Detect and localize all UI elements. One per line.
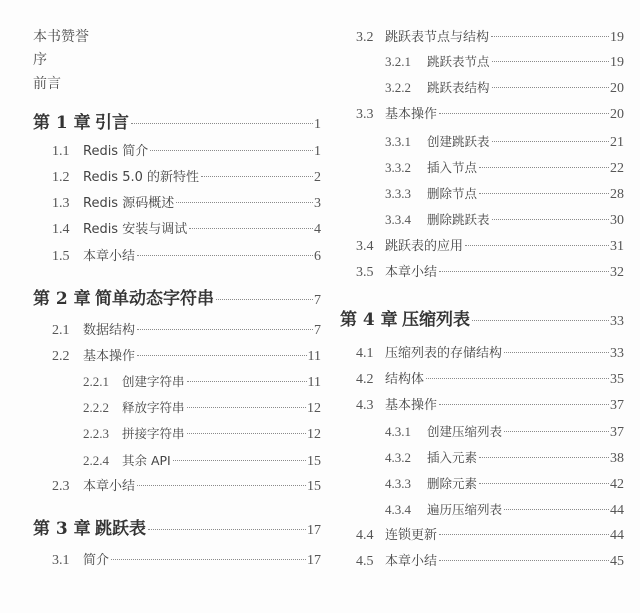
entry-title: 压缩列表 [402, 310, 470, 330]
toc-entry-subsection[interactable] [83, 451, 321, 471]
entry-title: 删除跳跃表 [427, 212, 490, 227]
entry-page: 12 [307, 427, 321, 442]
toc-entry-chapter-3[interactable] [33, 519, 321, 539]
entry-number: 2.2.3 [83, 426, 109, 441]
entry-title: 简单动态字符串 [95, 289, 214, 309]
toc-entry-section[interactable] [52, 477, 321, 497]
dot-leader [439, 560, 609, 561]
entry-title: 创建跳跃表 [427, 134, 490, 149]
toc-entry-section[interactable] [52, 347, 321, 367]
entry-title: 本章小结 [83, 479, 136, 494]
dot-leader [504, 509, 609, 510]
dot-leader [137, 485, 306, 486]
toc-entry-section[interactable] [356, 526, 624, 546]
entry-page: 37 [610, 425, 624, 440]
entry-title: 释放字符串 [122, 400, 185, 415]
entry-number: 2.3 [52, 479, 70, 494]
entry-number: 3.3 [356, 107, 374, 122]
toc-entry-section[interactable] [356, 263, 624, 283]
entry-page: 17 [307, 523, 321, 538]
entry-number: 4.1 [356, 346, 374, 361]
entry-number: 4.4 [356, 528, 374, 543]
toc-entry-subsection[interactable] [385, 132, 624, 152]
dot-leader [176, 202, 313, 203]
entry-page: 17 [307, 553, 321, 568]
toc-entry-section[interactable] [52, 168, 321, 188]
entry-page: 20 [610, 107, 624, 122]
entry-title: 数据结构 [83, 323, 136, 338]
toc-entry-subsection[interactable] [83, 372, 321, 392]
entry-number: 4.3.3 [385, 476, 411, 491]
entry-title: 引言 [95, 113, 129, 133]
dot-leader [216, 299, 313, 300]
dot-leader [189, 228, 313, 229]
entry-page: 33 [610, 314, 624, 329]
toc-entry-chapter-1[interactable] [33, 113, 321, 133]
dot-leader [439, 404, 609, 405]
entry-number: 1.3 [52, 196, 70, 211]
entry-page: 12 [307, 401, 321, 416]
entry-title: 连锁更新 [385, 528, 438, 543]
entry-number: 3.2.1 [385, 54, 411, 69]
entry-title: 创建压缩列表 [427, 424, 503, 439]
entry-page: 11 [307, 349, 321, 364]
entry-page: 15 [307, 479, 321, 494]
toc-entry-subsection[interactable] [385, 184, 624, 204]
dot-leader [137, 355, 307, 356]
entry-number: 1.2 [52, 170, 70, 185]
entry-number: 3.3.2 [385, 160, 411, 175]
entry-number: 2.2 [52, 349, 70, 364]
toc-entry-subsection[interactable] [83, 398, 321, 418]
toc-entry-subsection[interactable] [385, 474, 624, 494]
entry-title: 插入元素 [427, 450, 478, 465]
entry-page: 42 [610, 477, 624, 492]
toc-entry-subsection[interactable] [385, 500, 624, 520]
toc-entry-subsection[interactable] [385, 210, 624, 230]
entry-title: 本章小结 [385, 554, 438, 569]
toc-entry-section[interactable] [356, 344, 624, 364]
entry-title: 跳跃表 [95, 519, 146, 539]
entry-page: 19 [610, 30, 624, 45]
front-matter-praise: 本书赞誉 [33, 29, 89, 45]
dot-leader [137, 329, 313, 330]
entry-title: 基本操作 [385, 107, 438, 122]
toc-entry-subsection[interactable] [385, 448, 624, 468]
dot-leader [187, 381, 307, 382]
toc-entry-section[interactable] [356, 370, 624, 390]
entry-title: 本章小结 [385, 265, 438, 280]
entry-title: 插入节点 [427, 160, 478, 175]
dot-leader [439, 113, 609, 114]
toc-entry-chapter-2[interactable] [33, 289, 321, 309]
dot-leader [137, 255, 313, 256]
entry-number: 第 2 章 [33, 289, 91, 309]
dot-leader [148, 529, 306, 530]
dot-leader [492, 219, 609, 220]
entry-title: 删除节点 [427, 186, 478, 201]
entry-page: 20 [610, 81, 624, 96]
toc-entry-subsection[interactable] [385, 52, 624, 72]
dot-leader [492, 87, 609, 88]
entry-page: 1 [314, 144, 321, 159]
entry-page: 7 [314, 293, 321, 308]
toc-entry-subsection[interactable] [385, 78, 624, 98]
entry-page: 44 [610, 503, 624, 518]
entry-page: 4 [314, 222, 321, 237]
entry-title: 跳跃表结构 [427, 80, 490, 95]
entry-title: 本章小结 [83, 249, 136, 264]
dot-leader [479, 483, 609, 484]
toc-entry-section[interactable] [356, 396, 624, 416]
entry-page: 30 [610, 213, 624, 228]
entry-page: 37 [610, 398, 624, 413]
entry-number: 2.2.4 [83, 453, 109, 468]
front-matter-preface: 序 [33, 52, 47, 68]
toc-entry-section[interactable] [52, 321, 321, 341]
dot-leader [439, 534, 609, 535]
entry-page: 11 [307, 375, 321, 390]
entry-page: 22 [610, 161, 624, 176]
dot-leader [504, 352, 609, 353]
entry-number: 4.3.4 [385, 502, 411, 517]
dot-leader [173, 460, 306, 461]
entry-number: 3.3.1 [385, 134, 411, 149]
entry-number: 2.2.2 [83, 400, 109, 415]
dot-leader [504, 431, 609, 432]
entry-number: 4.2 [356, 372, 374, 387]
entry-page: 6 [314, 249, 321, 264]
toc-entry-subsection[interactable] [385, 158, 624, 178]
entry-number: 4.3 [356, 398, 374, 413]
toc-entry-section[interactable] [356, 552, 624, 572]
entry-page: 19 [610, 55, 624, 70]
dot-leader [187, 407, 306, 408]
entry-number: 第 1 章 [33, 113, 91, 133]
entry-title: 拼接字符串 [122, 426, 185, 441]
entry-title: 创建字符串 [122, 374, 185, 389]
entry-title: 跳跃表的应用 [385, 239, 464, 254]
entry-title: Redis 源码概述 [83, 196, 175, 211]
dot-leader [479, 193, 609, 194]
dot-leader [131, 123, 313, 124]
dot-leader [479, 167, 609, 168]
entry-page: 44 [610, 528, 624, 543]
entry-title: 其余 API [122, 453, 171, 468]
dot-leader [439, 271, 609, 272]
entry-number: 1.1 [52, 144, 70, 159]
entry-number: 2.2.1 [83, 374, 109, 389]
entry-title: 遍历压缩列表 [427, 502, 503, 517]
toc-entry-section[interactable] [52, 220, 321, 240]
entry-title: 压缩列表的存储结构 [385, 346, 503, 361]
entry-number: 1.4 [52, 222, 70, 237]
entry-title: 简介 [83, 553, 110, 568]
entry-page: 7 [314, 323, 321, 338]
entry-number: 第 4 章 [340, 310, 398, 330]
dot-leader [111, 559, 306, 560]
entry-number: 3.3.3 [385, 186, 411, 201]
dot-leader [187, 433, 306, 434]
entry-number: 2.1 [52, 323, 70, 338]
entry-title: 删除元素 [427, 476, 478, 491]
entry-page: 31 [610, 239, 624, 254]
toc-entry-section[interactable] [356, 105, 624, 125]
entry-number: 4.3.1 [385, 424, 411, 439]
entry-page: 15 [307, 454, 321, 469]
entry-page: 45 [610, 554, 624, 569]
toc-entry-section[interactable] [52, 142, 321, 162]
entry-number: 4.3.2 [385, 450, 411, 465]
entry-number: 3.2 [356, 30, 374, 45]
toc-entry-chapter-4[interactable] [340, 310, 624, 330]
dot-leader [472, 320, 609, 321]
entry-page: 35 [610, 372, 624, 387]
dot-leader [150, 150, 313, 151]
entry-page: 38 [610, 451, 624, 466]
entry-page: 33 [610, 346, 624, 361]
entry-title: 跳跃表节点与结构 [385, 30, 490, 45]
toc-entry-subsection[interactable] [83, 424, 321, 444]
entry-title: 结构体 [385, 372, 425, 387]
toc-entry-section[interactable] [356, 237, 624, 257]
entry-number: 3.1 [52, 553, 70, 568]
entry-title: 跳跃表节点 [427, 54, 490, 69]
toc-entry-section[interactable] [52, 194, 321, 214]
entry-title: 基本操作 [385, 398, 438, 413]
entry-number: 3.5 [356, 265, 374, 280]
entry-title: Redis 简介 [83, 144, 149, 159]
dot-leader [479, 457, 609, 458]
entry-page: 1 [314, 117, 321, 132]
toc-entry-subsection[interactable] [385, 422, 624, 442]
entry-number: 3.3.4 [385, 212, 411, 227]
dot-leader [201, 176, 313, 177]
entry-page: 3 [314, 196, 321, 211]
entry-title: Redis 5.0 的新特性 [83, 170, 200, 185]
entry-title: 基本操作 [83, 349, 136, 364]
entry-page: 2 [314, 170, 321, 185]
entry-number: 1.5 [52, 249, 70, 264]
entry-page: 28 [610, 187, 624, 202]
entry-page: 32 [610, 265, 624, 280]
entry-number: 3.2.2 [385, 80, 411, 95]
entry-number: 4.5 [356, 554, 374, 569]
dot-leader [426, 378, 609, 379]
front-matter-foreword: 前言 [33, 76, 61, 92]
toc-entry-section[interactable] [52, 247, 321, 267]
entry-number: 第 3 章 [33, 519, 91, 539]
dot-leader [491, 36, 609, 37]
toc-entry-section[interactable] [356, 28, 624, 48]
dot-leader [465, 245, 609, 246]
dot-leader [492, 61, 609, 62]
entry-page: 21 [610, 135, 624, 150]
toc-entry-section[interactable] [52, 551, 321, 571]
entry-title: Redis 安装与调试 [83, 222, 188, 237]
dot-leader [492, 141, 609, 142]
entry-number: 3.4 [356, 239, 374, 254]
